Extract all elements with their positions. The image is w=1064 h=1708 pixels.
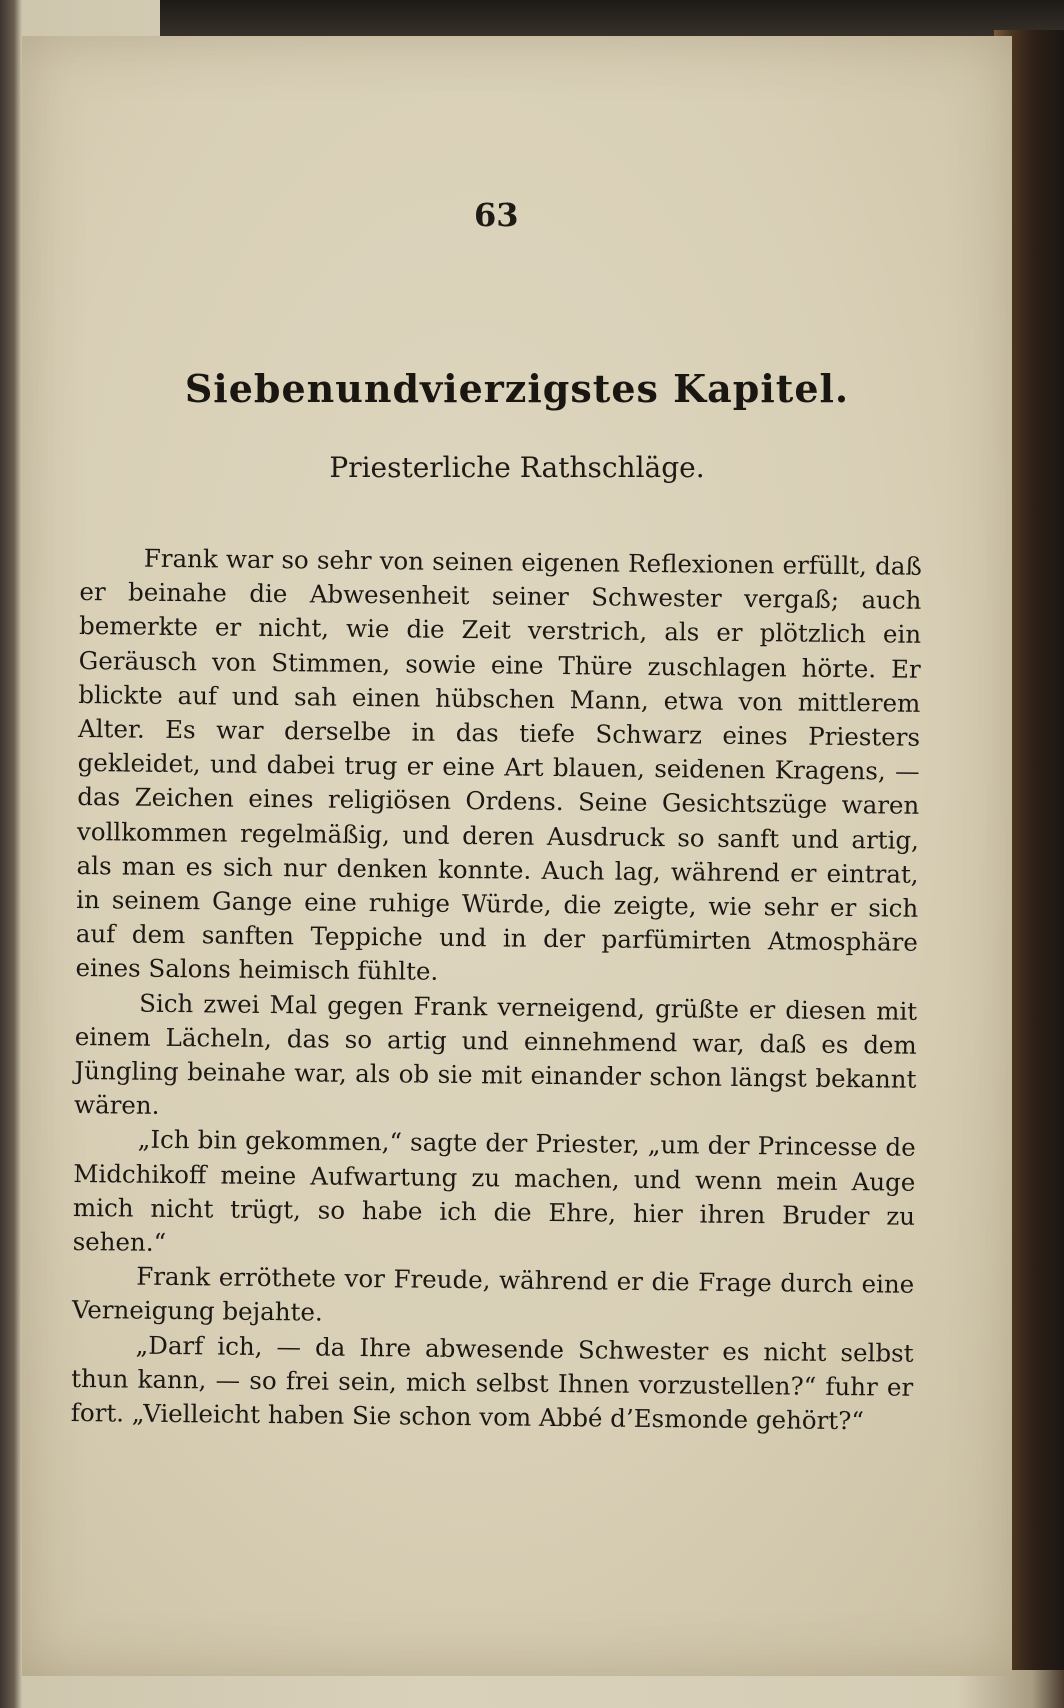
paragraph: Frank erröthete vor Freude, während er die Frage durch eine Verneigung bejahte.	[71, 1261, 915, 1328]
chapter-title: Siebenundvierzigstes Kapitel.	[184, 366, 850, 411]
book-page	[22, 36, 1012, 1676]
paragraph: Frank war so sehr von seinen eigenen Reflexionen erfüllt, daß er beinahe die Abwesenheit seiner Schwester vergaß; auch bemerkte er nicht, wie die Zeit verstrich, als er plötzlich ein Geräusch von Stimmen, sowie eine Thüre zuschlagen hörte. Er blickte auf und sah einen hübschen Mann, etwa von mittlerem Alter. Es war derselbe in das tiefe Schwarz eines Priesters gekleidet, und dabei trug er eine Art blauen, seidenen Kragens, — das Zeichen eines religiösen Ordens. Seine Gesichtszüge waren vollkommen regelmäßig, und deren Ausdruck so sanft und artig, als man es sich nur denken konnte. Auch lag, während er eintrat, in seinem Gange eine ruhige Würde, die zeigte, wie sehr er sich auf dem sanften Teppiche und in der parfümirten Atmosphäre eines Salons heimisch fühlte.	[75, 543, 922, 987]
body-text	[71, 541, 922, 1439]
paragraph: „Ich bin gekommen,“ sagte der Priester, „um der Princesse de Midchikoff meine Aufwartung zu machen, und wenn mein Auge mich nicht trügt, so habe ich die Ehre, hier ihren Bruder zu sehen.“	[72, 1125, 916, 1258]
book-cover-top-edge	[160, 0, 1064, 40]
chapter-subtitle: Priesterliche Rathschläge.	[329, 451, 705, 484]
page-number: 63	[474, 196, 519, 234]
paragraph: Sich zwei Mal gegen Frank verneigend, grüßte er diesen mit einem Lächeln, das so artig und einnehmend war, daß es dem Jüngling beinahe war, als ob sie mit einander schon längst bekannt wären.	[73, 988, 918, 1121]
paragraph: „Darf ich, — da Ihre abwesende Schwester es nicht selbst thun kann, — so frei sein, mich selbst Ihnen vorzustellen?“ fuhr er fort. „Vielleicht haben Sie schon vom Abbé d’Esmonde gehört?“	[70, 1330, 914, 1436]
